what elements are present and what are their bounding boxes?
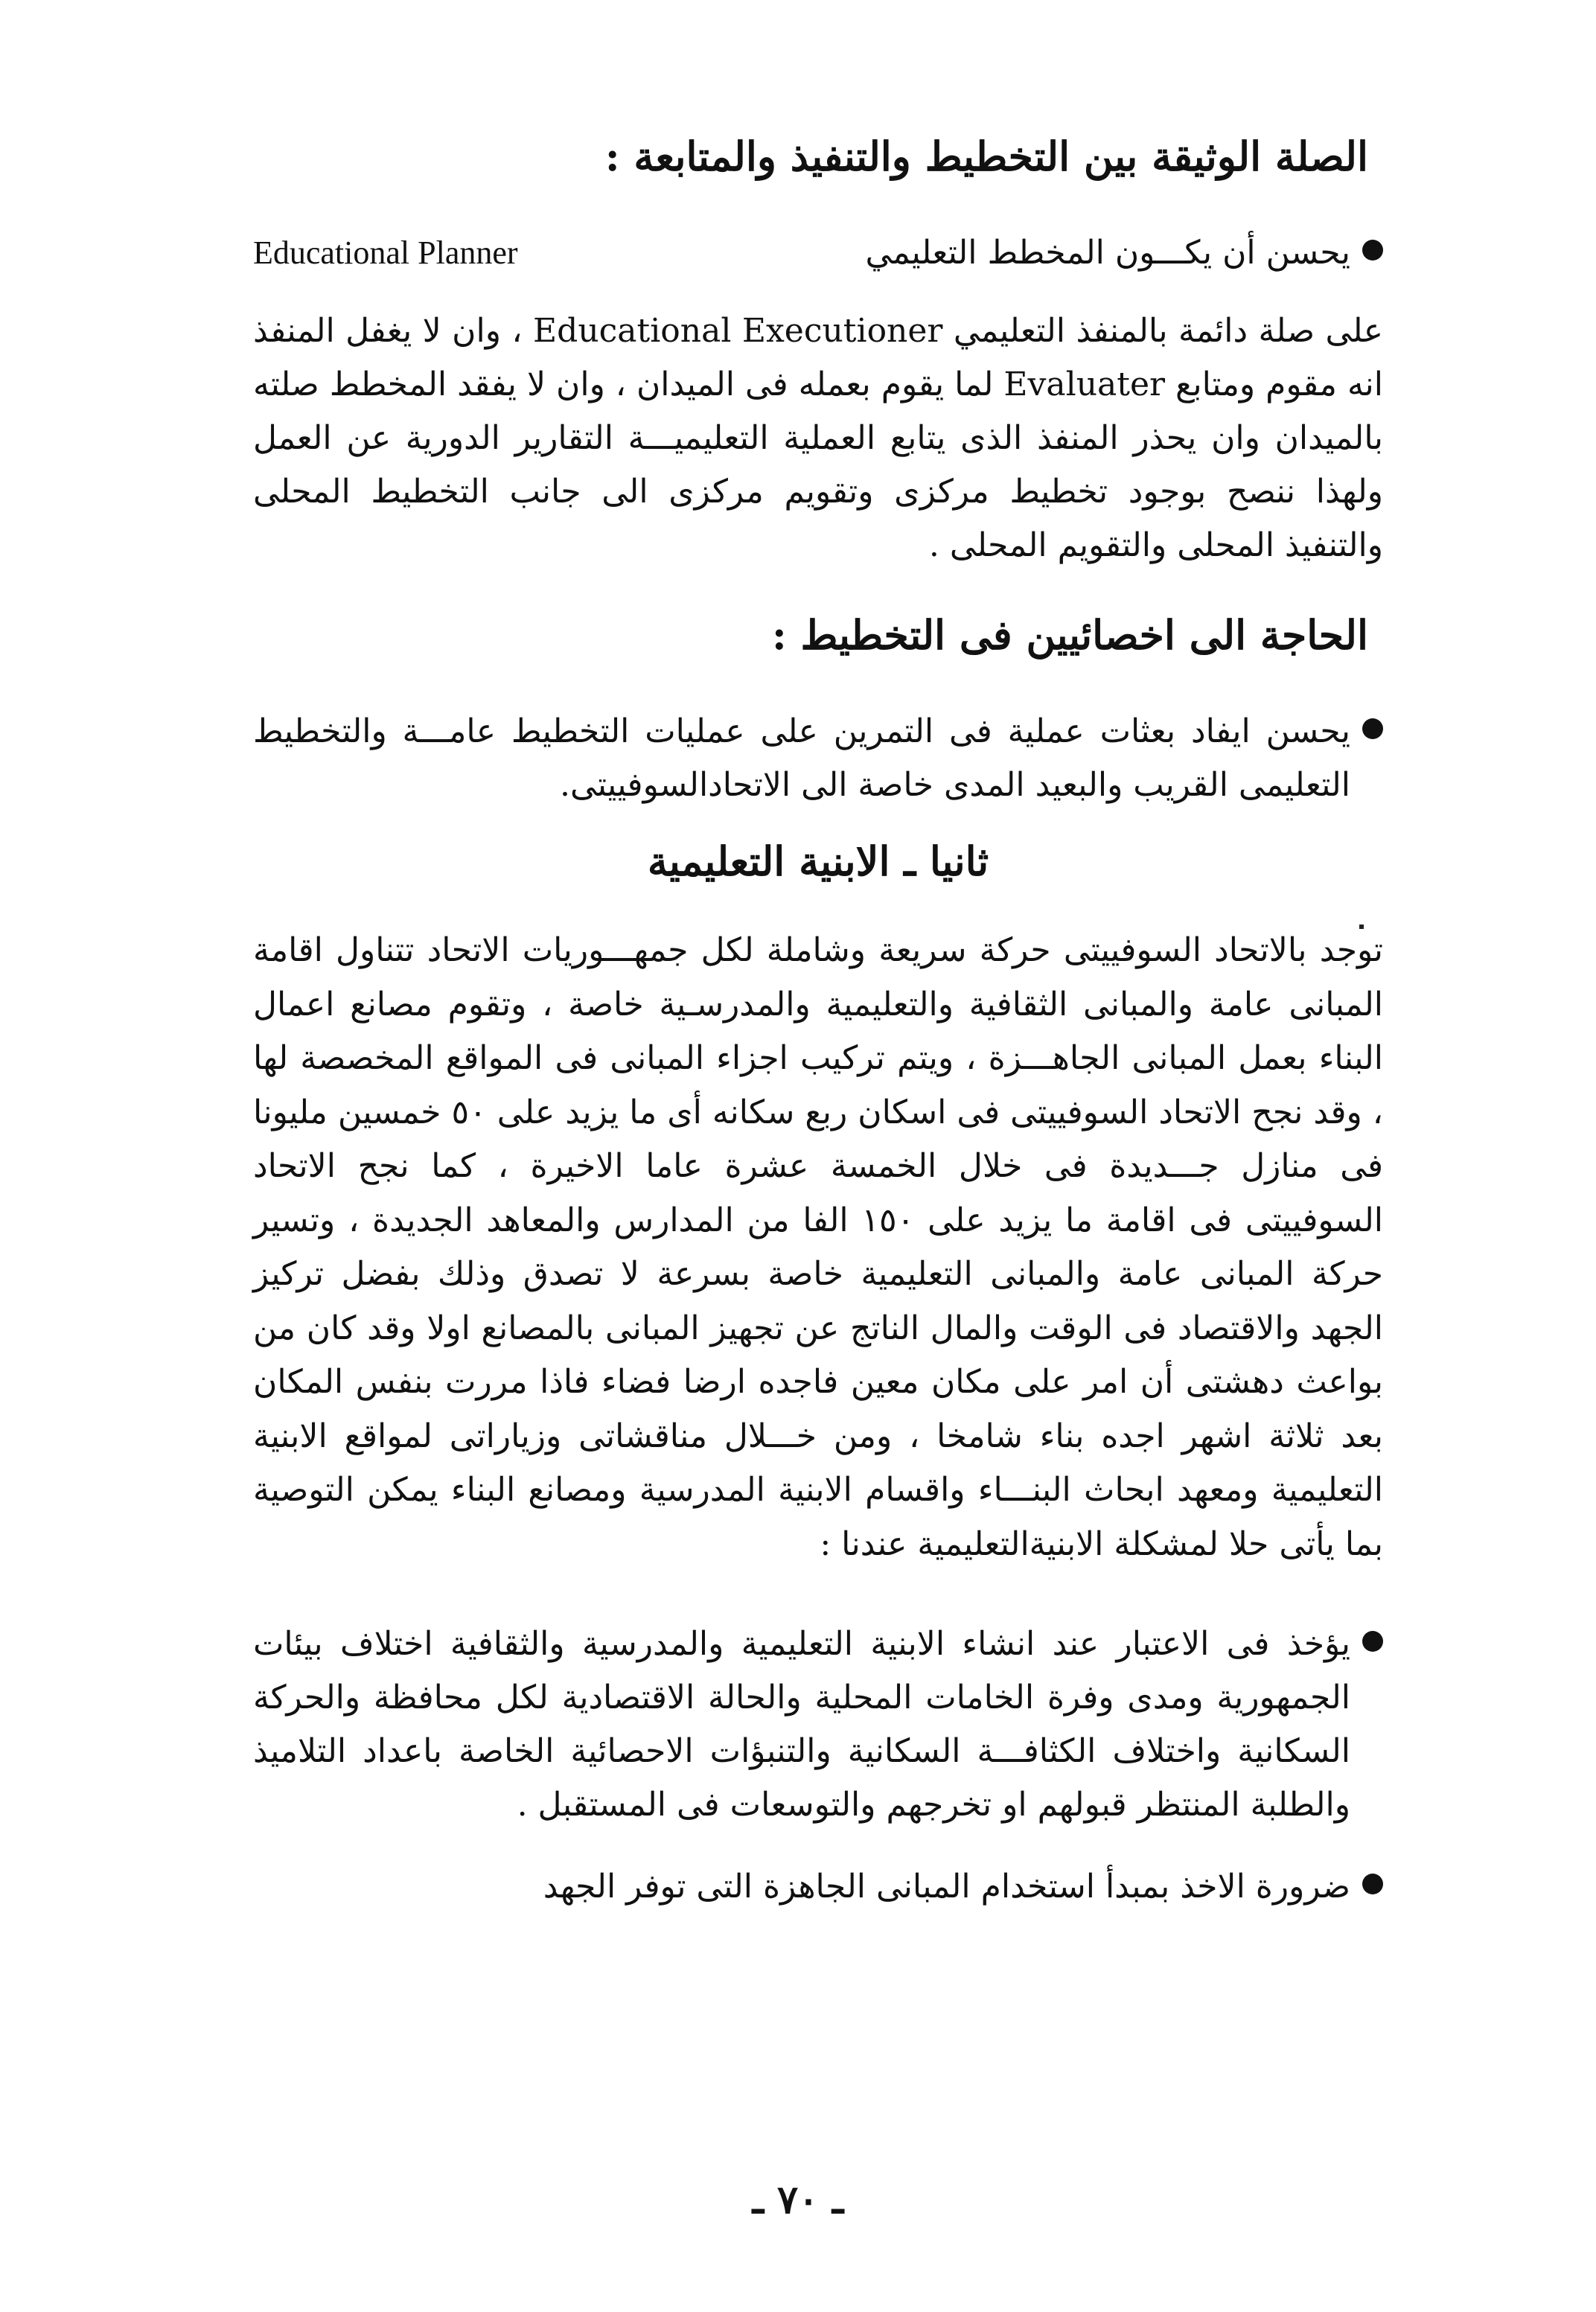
english-term-planner: Educational Planner [253,234,518,271]
scan-speck [1359,925,1364,929]
bullet-environments [253,1618,1383,1832]
section-title-buildings: ثانيا ـ الابنية التعليمية [647,837,989,885]
filled-circle-bullet-icon [1362,240,1383,261]
bullet-missions [253,705,1383,812]
paragraph-executioner: على صلة دائمة بالمنفذ التعليمي Educational Executioner ، وان لا يغفل المنفذ انه مقوم ومتابع Evaluater لما يقوم بعمله فى الميدان ، وان لا يفقد المخطط صلته بالميدان وان يحذر المنفذ الذى يتابع العملية التعليميـــة التقارير الدورية عن العمل ولهذا ننصح بوجود تخطيط مركزى وتقويم مركزى الى جانب التخطيط المحلى والتنفيذ المحلى والتقويم المحلى . [253,312,1384,564]
bullet-planner-text: يحسن أن يكـــون المخطط التعليمي [865,234,1350,272]
heading-planning-link: الصلة الوثيقة بين التخطيط والتنفيذ والمتابعة : [604,132,1368,180]
filled-circle-bullet-icon [1362,718,1383,739]
bullet-prefab [253,1860,1383,1914]
bullet-prefab-text: ضرورة الاخذ بمبدأ استخدام المبانى الجاهزة التى توفر الجهد [543,1868,1350,1906]
filled-circle-bullet-icon [1362,1631,1383,1652]
page-number: ـ ٧٠ ـ [752,2177,844,2223]
bullet-environments-text: يؤخذ فى الاعتبار عند انشاء الابنية التعليمية والمدرسية والثقافية اختلاف بيئات الجمهورية ومدى وفرة الخامات المحلية والحالة الاقتصادية لكل محافظة والحركة السكانية واختلاف الكثافـــة السكانية والتنبؤات الاحصائية الخاصة باعداد التلاميذ والطلبة المنتظر قبولهم او تخرجهم والتوسعات فى المستقبل . [253,1625,1350,1824]
heading-specialists: الحاجة الى اخصائيين فى التخطيط : [771,611,1368,659]
bullet-planner-arabic [865,234,1383,272]
paragraph-soviet-buildings: توجد بالاتحاد السوفييتى حركة سريعة وشاملة لكل جمهـــوريات الاتحاد تتناول اقامة المبانى عامة والمبانى الثقافية والتعليمية والمدرسـية خاصة ، وتقوم مصانع اعمال البناء بعمل المبانى الجاهـــزة ، ويتم تركيب اجزاء المبانى فى المواقع المخصصة لها ، وقد نجح الاتحاد السوفييتى فى اسكان ربع سكانه أى ما يزيد على ٥٠ خمسين مليونا فى منازل جـــديدة فى خلال الخمسة عشرة عاما الاخيرة ، كما نجح الاتحاد السوفييتى فى اقامة ما يزيد على ١٥٠ الفا من المدارس والمعاهد الجديدة ، وتسير حركة المبانى عامة والمبانى التعليمية خاصة بسرعة لا تصدق وذلك بفضل تركيز الجهد والاقتصاد فى الوقت والمال الناتج عن تجهيز المبانى بالمصانع اولا وقد كان من بواعث دهشتى أن امر على مكان معين فاجده ارضا فضاء فاذا مررت بنفس المكان بعد ثلاثة اشهر اجده بناء شامخا ، ومن خـــلال مناقشاتى وزياراتى لمواقع الابنية التعليمية ومعهد ابحاث البنـــاء واقسام الابنية المدرسية ومصانع البناء يمكن التوصية بما يأتى حلا لمشكلة الابنيةالتعليمية عندنا : [253,931,1384,1563]
filled-circle-bullet-icon [1362,1874,1383,1894]
bullet-planner-line [253,234,1383,272]
bullet-missions-text: يحسن ايفاد بعثات عملية فى التمرين على عمليات التخطيط عامـــة والتخطيط التعليمى القريب والبعيد المدى خاصة الى الاتحادالسوفييتى. [253,712,1350,804]
